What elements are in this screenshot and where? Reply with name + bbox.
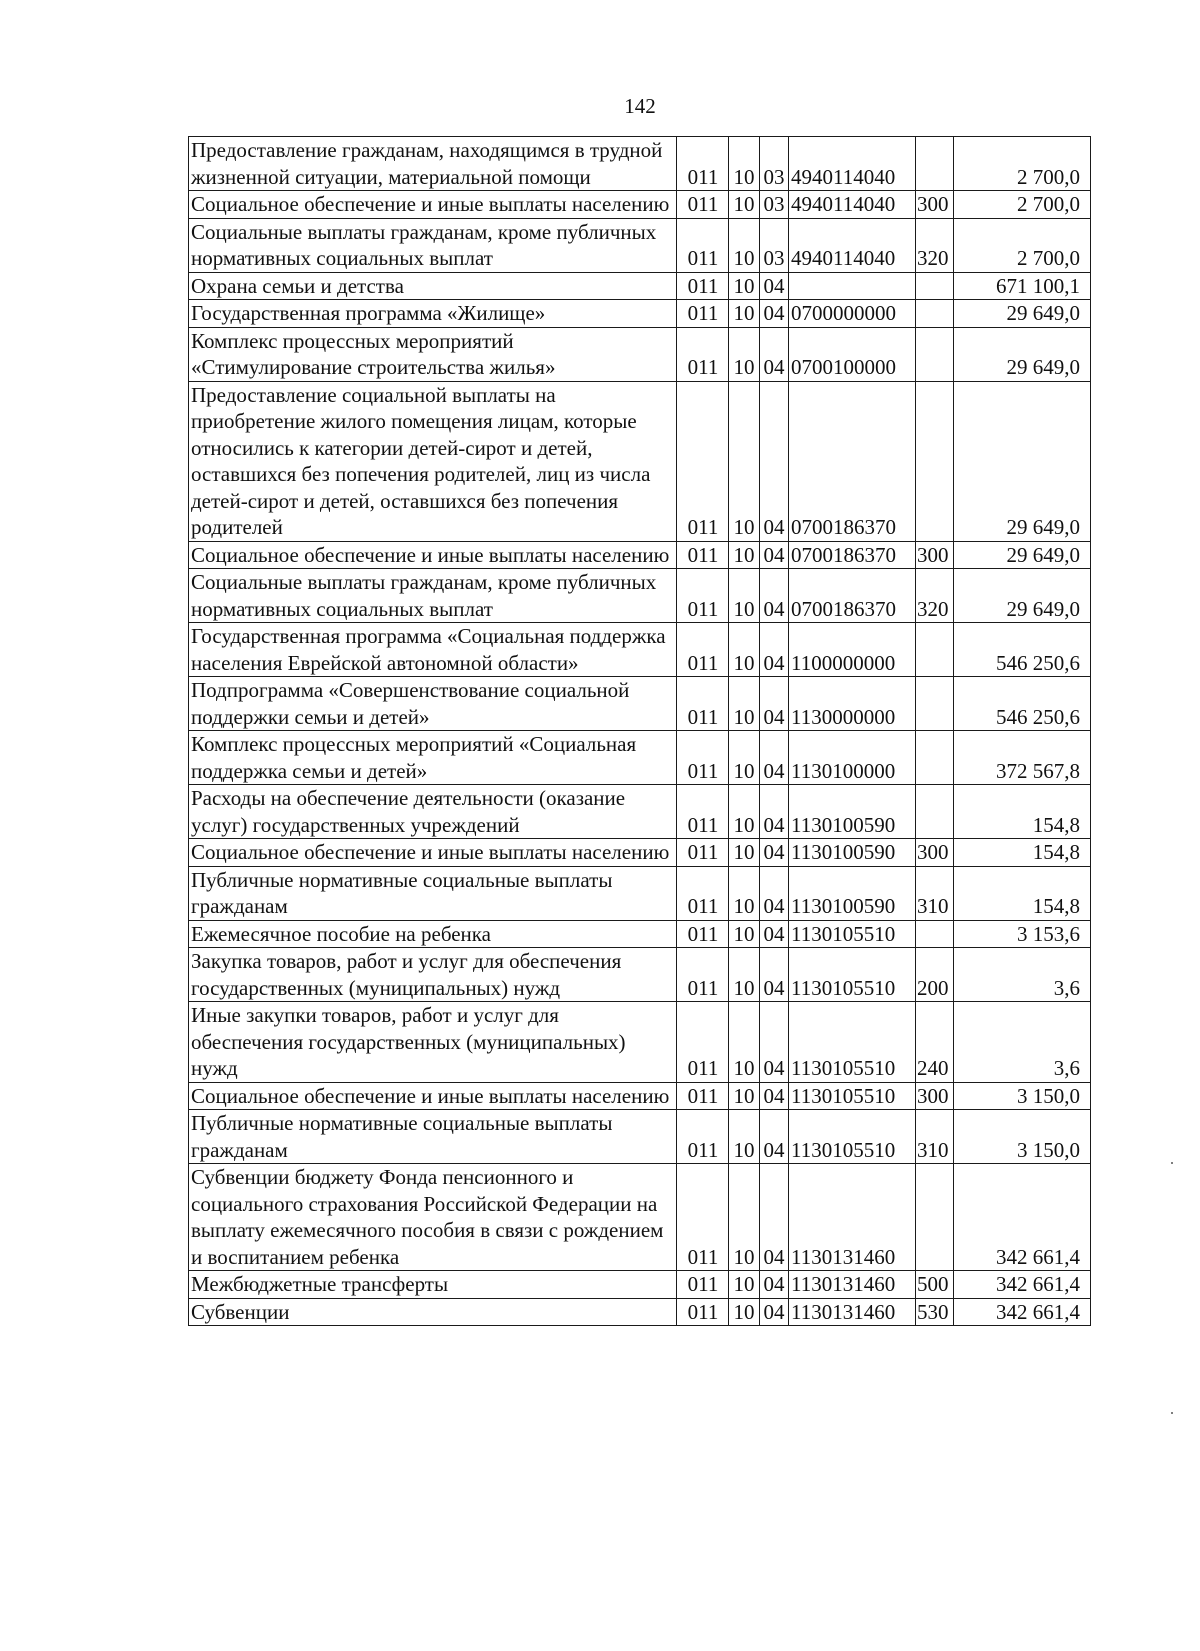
amount-cell: 342 661,4	[954, 1271, 1091, 1299]
subsection-code-cell: 04	[760, 1082, 789, 1110]
amount-cell: 2 700,0	[954, 218, 1091, 272]
item-name-cell: Расходы на обеспечение деятельности (оказание услуг) государственных учреждений	[189, 785, 677, 839]
scan-speck	[1171, 1412, 1173, 1414]
item-name-cell: Предоставление социальной выплаты на приобретение жилого помещения лицам, которые относились к категории детей-сирот и детей, оставшихся без попечения родителей, лиц из числа детей-сирот и детей, оставшихся без попечения родителей	[189, 381, 677, 541]
subsection-code-cell: 04	[760, 300, 789, 328]
section-code-cell: 10	[729, 569, 760, 623]
table-row	[189, 381, 1091, 541]
item-name-cell: Субвенции	[189, 1298, 677, 1326]
subsection-code-cell: 04	[760, 569, 789, 623]
subsection-code-cell: 04	[760, 541, 789, 569]
section-code-cell: 10	[729, 1110, 760, 1164]
table-row	[189, 137, 1091, 191]
amount-cell: 342 661,4	[954, 1164, 1091, 1271]
section-code-cell: 10	[729, 1271, 760, 1299]
amount-cell: 29 649,0	[954, 541, 1091, 569]
item-name-cell: Предоставление гражданам, находящимся в трудной жизненной ситуации, материальной помощи	[189, 137, 677, 191]
budget-table	[188, 136, 1091, 1326]
target-article-code-cell: 0700186370	[789, 381, 916, 541]
expense-type-code-cell: 200	[916, 948, 954, 1002]
target-article-code-cell: 0700000000	[789, 300, 916, 328]
section-code-cell: 10	[729, 920, 760, 948]
table-row	[189, 300, 1091, 328]
grbs-code-cell: 011	[677, 1110, 729, 1164]
subsection-code-cell: 04	[760, 1002, 789, 1083]
amount-cell: 2 700,0	[954, 191, 1091, 219]
subsection-code-cell: 04	[760, 623, 789, 677]
item-name-cell: Публичные нормативные социальные выплаты гражданам	[189, 866, 677, 920]
page-number: 142	[624, 94, 656, 118]
section-code-cell: 10	[729, 623, 760, 677]
item-name-cell: Публичные нормативные социальные выплаты гражданам	[189, 1110, 677, 1164]
grbs-code-cell: 011	[677, 569, 729, 623]
subsection-code-cell: 04	[760, 327, 789, 381]
expense-type-code-cell	[916, 677, 954, 731]
amount-cell: 29 649,0	[954, 300, 1091, 328]
subsection-code-cell: 04	[760, 948, 789, 1002]
section-code-cell: 10	[729, 1082, 760, 1110]
subsection-code-cell: 04	[760, 839, 789, 867]
target-article-code-cell: 1130105510	[789, 948, 916, 1002]
table-body	[189, 137, 1091, 1326]
expense-type-code-cell: 320	[916, 569, 954, 623]
scan-speck	[1171, 1162, 1173, 1164]
table-row	[189, 1164, 1091, 1271]
section-code-cell: 10	[729, 218, 760, 272]
item-name-cell: Ежемесячное пособие на ребенка	[189, 920, 677, 948]
item-name-cell: Государственная программа «Жилище»	[189, 300, 677, 328]
expense-type-code-cell	[916, 327, 954, 381]
subsection-code-cell: 04	[760, 731, 789, 785]
grbs-code-cell: 011	[677, 839, 729, 867]
expense-type-code-cell: 310	[916, 1110, 954, 1164]
section-code-cell: 10	[729, 327, 760, 381]
target-article-code-cell: 1130100590	[789, 839, 916, 867]
section-code-cell: 10	[729, 272, 760, 300]
section-code-cell: 10	[729, 1298, 760, 1326]
table-row	[189, 948, 1091, 1002]
table-row	[189, 1110, 1091, 1164]
subsection-code-cell: 04	[760, 272, 789, 300]
section-code-cell: 10	[729, 541, 760, 569]
subsection-code-cell: 03	[760, 191, 789, 219]
target-article-code-cell: 1130105510	[789, 1082, 916, 1110]
item-name-cell: Субвенции бюджету Фонда пенсионного и социального страхования Российской Федерации на выплату ежемесячного пособия в связи с рождением и воспитанием ребенка	[189, 1164, 677, 1271]
grbs-code-cell: 011	[677, 1298, 729, 1326]
item-name-cell: Закупка товаров, работ и услуг для обеспечения государственных (муниципальных) нужд	[189, 948, 677, 1002]
amount-cell: 372 567,8	[954, 731, 1091, 785]
target-article-code-cell: 4940114040	[789, 218, 916, 272]
target-article-code-cell: 4940114040	[789, 191, 916, 219]
table-row	[189, 569, 1091, 623]
expense-type-code-cell	[916, 137, 954, 191]
amount-cell: 342 661,4	[954, 1298, 1091, 1326]
target-article-code-cell: 1100000000	[789, 623, 916, 677]
grbs-code-cell: 011	[677, 785, 729, 839]
expense-type-code-cell: 310	[916, 866, 954, 920]
target-article-code-cell	[789, 272, 916, 300]
table-row	[189, 785, 1091, 839]
grbs-code-cell: 011	[677, 948, 729, 1002]
item-name-cell: Комплекс процессных мероприятий «Стимулирование строительства жилья»	[189, 327, 677, 381]
amount-cell: 3 153,6	[954, 920, 1091, 948]
section-code-cell: 10	[729, 191, 760, 219]
subsection-code-cell: 04	[760, 1164, 789, 1271]
expense-type-code-cell: 500	[916, 1271, 954, 1299]
target-article-code-cell: 1130100000	[789, 731, 916, 785]
expense-type-code-cell	[916, 731, 954, 785]
subsection-code-cell: 04	[760, 1110, 789, 1164]
target-article-code-cell: 1130105510	[789, 1110, 916, 1164]
section-code-cell: 10	[729, 677, 760, 731]
table-row	[189, 1082, 1091, 1110]
target-article-code-cell: 4940114040	[789, 137, 916, 191]
item-name-cell: Социальное обеспечение и иные выплаты населению	[189, 1082, 677, 1110]
grbs-code-cell: 011	[677, 300, 729, 328]
expense-type-code-cell: 300	[916, 541, 954, 569]
expense-type-code-cell	[916, 920, 954, 948]
subsection-code-cell: 04	[760, 381, 789, 541]
table-row	[189, 218, 1091, 272]
subsection-code-cell: 04	[760, 866, 789, 920]
grbs-code-cell: 011	[677, 1082, 729, 1110]
item-name-cell: Межбюджетные трансферты	[189, 1271, 677, 1299]
amount-cell: 29 649,0	[954, 569, 1091, 623]
item-name-cell: Социальные выплаты гражданам, кроме публичных нормативных социальных выплат	[189, 218, 677, 272]
amount-cell: 154,8	[954, 839, 1091, 867]
table-row	[189, 920, 1091, 948]
grbs-code-cell: 011	[677, 381, 729, 541]
table-row	[189, 623, 1091, 677]
expense-type-code-cell	[916, 381, 954, 541]
section-code-cell: 10	[729, 137, 760, 191]
item-name-cell: Охрана семьи и детства	[189, 272, 677, 300]
table-row	[189, 1002, 1091, 1083]
grbs-code-cell: 011	[677, 920, 729, 948]
expense-type-code-cell	[916, 785, 954, 839]
target-article-code-cell: 1130105510	[789, 920, 916, 948]
amount-cell: 2 700,0	[954, 137, 1091, 191]
subsection-code-cell: 04	[760, 785, 789, 839]
amount-cell: 546 250,6	[954, 677, 1091, 731]
target-article-code-cell: 0700100000	[789, 327, 916, 381]
target-article-code-cell: 1130131460	[789, 1298, 916, 1326]
amount-cell: 3,6	[954, 948, 1091, 1002]
item-name-cell: Социальное обеспечение и иные выплаты населению	[189, 541, 677, 569]
amount-cell: 154,8	[954, 785, 1091, 839]
amount-cell: 546 250,6	[954, 623, 1091, 677]
table-row	[189, 272, 1091, 300]
target-article-code-cell: 1130105510	[789, 1002, 916, 1083]
expense-type-code-cell: 240	[916, 1002, 954, 1083]
item-name-cell: Социальные выплаты гражданам, кроме публичных нормативных социальных выплат	[189, 569, 677, 623]
grbs-code-cell: 011	[677, 327, 729, 381]
table-row	[189, 191, 1091, 219]
section-code-cell: 10	[729, 839, 760, 867]
table-row	[189, 731, 1091, 785]
expense-type-code-cell	[916, 300, 954, 328]
expense-type-code-cell: 320	[916, 218, 954, 272]
target-article-code-cell: 1130100590	[789, 785, 916, 839]
section-code-cell: 10	[729, 785, 760, 839]
item-name-cell: Иные закупки товаров, работ и услуг для обеспечения государственных (муниципальных) нужд	[189, 1002, 677, 1083]
amount-cell: 3 150,0	[954, 1082, 1091, 1110]
target-article-code-cell: 1130131460	[789, 1271, 916, 1299]
expense-type-code-cell	[916, 1164, 954, 1271]
grbs-code-cell: 011	[677, 137, 729, 191]
item-name-cell: Подпрограмма «Совершенствование социальной поддержки семьи и детей»	[189, 677, 677, 731]
item-name-cell: Социальное обеспечение и иные выплаты населению	[189, 191, 677, 219]
item-name-cell: Социальное обеспечение и иные выплаты населению	[189, 839, 677, 867]
amount-cell: 29 649,0	[954, 381, 1091, 541]
grbs-code-cell: 011	[677, 623, 729, 677]
expense-type-code-cell: 530	[916, 1298, 954, 1326]
target-article-code-cell: 1130131460	[789, 1164, 916, 1271]
target-article-code-cell: 0700186370	[789, 569, 916, 623]
subsection-code-cell: 03	[760, 218, 789, 272]
amount-cell: 29 649,0	[954, 327, 1091, 381]
table-row	[189, 1298, 1091, 1326]
expense-type-code-cell	[916, 623, 954, 677]
section-code-cell: 10	[729, 1002, 760, 1083]
amount-cell: 3,6	[954, 1002, 1091, 1083]
section-code-cell: 10	[729, 300, 760, 328]
amount-cell: 154,8	[954, 866, 1091, 920]
subsection-code-cell: 04	[760, 1298, 789, 1326]
amount-cell: 671 100,1	[954, 272, 1091, 300]
subsection-code-cell: 03	[760, 137, 789, 191]
target-article-code-cell: 0700186370	[789, 541, 916, 569]
section-code-cell: 10	[729, 866, 760, 920]
section-code-cell: 10	[729, 731, 760, 785]
table-row	[189, 866, 1091, 920]
target-article-code-cell: 1130000000	[789, 677, 916, 731]
target-article-code-cell: 1130100590	[789, 866, 916, 920]
expense-type-code-cell: 300	[916, 191, 954, 219]
item-name-cell: Комплекс процессных мероприятий «Социальная поддержка семьи и детей»	[189, 731, 677, 785]
grbs-code-cell: 011	[677, 677, 729, 731]
grbs-code-cell: 011	[677, 1271, 729, 1299]
grbs-code-cell: 011	[677, 541, 729, 569]
section-code-cell: 10	[729, 1164, 760, 1271]
table-row	[189, 1271, 1091, 1299]
expense-type-code-cell: 300	[916, 1082, 954, 1110]
grbs-code-cell: 011	[677, 1002, 729, 1083]
subsection-code-cell: 04	[760, 920, 789, 948]
table-row	[189, 839, 1091, 867]
table-row	[189, 541, 1091, 569]
table-row	[189, 327, 1091, 381]
expense-type-code-cell	[916, 272, 954, 300]
section-code-cell: 10	[729, 381, 760, 541]
section-code-cell: 10	[729, 948, 760, 1002]
grbs-code-cell: 011	[677, 1164, 729, 1271]
subsection-code-cell: 04	[760, 677, 789, 731]
item-name-cell: Государственная программа «Социальная поддержка населения Еврейской автономной области»	[189, 623, 677, 677]
table-row	[189, 677, 1091, 731]
grbs-code-cell: 011	[677, 218, 729, 272]
subsection-code-cell: 04	[760, 1271, 789, 1299]
grbs-code-cell: 011	[677, 191, 729, 219]
grbs-code-cell: 011	[677, 272, 729, 300]
grbs-code-cell: 011	[677, 866, 729, 920]
expense-type-code-cell: 300	[916, 839, 954, 867]
grbs-code-cell: 011	[677, 731, 729, 785]
amount-cell: 3 150,0	[954, 1110, 1091, 1164]
